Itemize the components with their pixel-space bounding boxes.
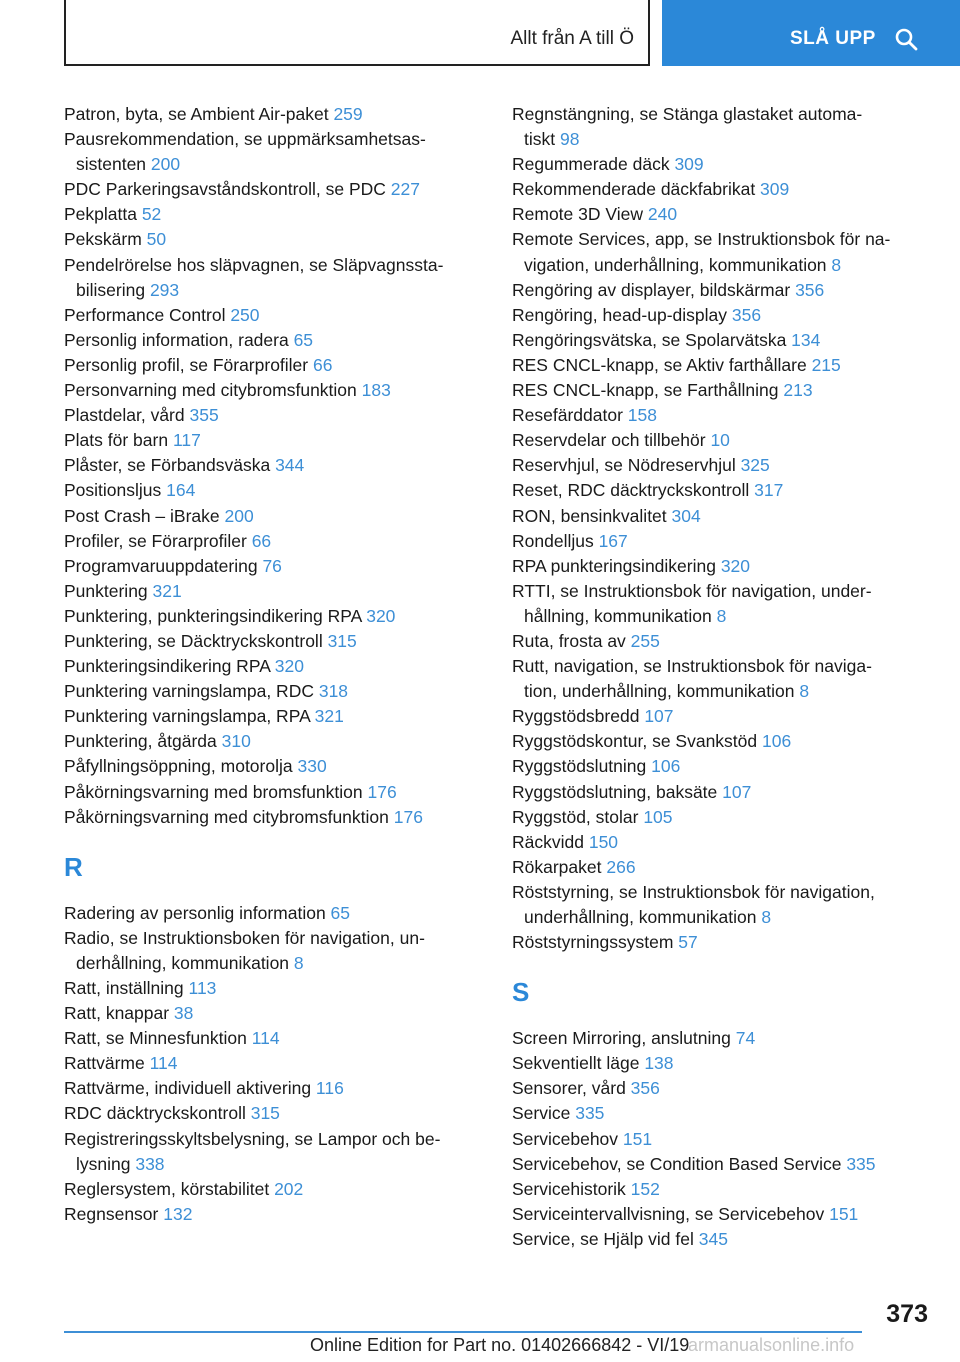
page-reference-link[interactable]: 65 <box>330 902 351 923</box>
page-reference-link[interactable]: 200 <box>150 154 181 175</box>
index-entry: Påkörningsvarning med bromsfunktion 176 <box>64 781 397 802</box>
lookup-button[interactable] <box>662 0 960 66</box>
index-entry: Service 335 <box>512 1103 605 1124</box>
index-entry: Rengöringsvätska, se Spolarvätska 134 <box>512 329 821 350</box>
index-entry: Personlig profil, se Förarprofiler 66 <box>64 354 333 375</box>
section-tab-label: Allt från A till Ö <box>510 28 634 49</box>
page-reference-link[interactable]: 344 <box>275 455 305 476</box>
page-reference-link[interactable]: 114 <box>149 1053 178 1074</box>
footer-watermark: armanualsonline.info <box>688 1335 855 1355</box>
index-entry: Ryggstödslutning 106 <box>512 756 681 777</box>
index-entry: Rutt, navigation, se Instruktionsbok för naviga- tion, underhållning, kommunikation 8 <box>512 656 872 702</box>
page-reference-link[interactable]: 132 <box>163 1203 193 1224</box>
page-reference-link[interactable]: 321 <box>152 580 182 601</box>
index-entry: Ryggstödskontur, se Svankstöd 106 <box>512 731 792 752</box>
index-entry: Registreringsskyltsbelysning, se Lampor och be- lysning 338 <box>64 1128 441 1174</box>
page-reference-link[interactable]: 8 <box>293 952 304 973</box>
index-entry: Ratt, inställning 113 <box>64 978 217 998</box>
page-reference-link[interactable]: 183 <box>361 380 391 401</box>
page-reference-link[interactable]: 345 <box>698 1228 728 1249</box>
page-reference-link[interactable]: 310 <box>221 731 251 752</box>
index-entry: Påkörningsvarning med citybromsfunktion 176 <box>64 806 423 827</box>
page-reference-link[interactable]: 117 <box>172 430 201 451</box>
footer-edition: Online Edition for Part no. 01402666842 - VI/19 <box>310 1335 690 1355</box>
index-entry: Räckvidd 150 <box>512 831 619 852</box>
page-reference-link[interactable]: 66 <box>312 354 333 375</box>
page-reference-link[interactable]: 335 <box>846 1153 876 1174</box>
index-entry: Punktering, punkteringsindikering RPA 320 <box>64 605 396 626</box>
index-entry: Sensorer, vård 356 <box>512 1078 660 1099</box>
index-entry: Serviceintervallvisning, se Servicebehov 151 <box>512 1203 859 1224</box>
page-reference-link[interactable]: 355 <box>189 405 219 426</box>
index-entry: Sekventiellt läge 138 <box>512 1053 674 1074</box>
page-reference-link[interactable]: 152 <box>630 1178 660 1199</box>
page-reference-link[interactable]: 315 <box>250 1103 280 1124</box>
page-reference-link[interactable]: 65 <box>293 329 314 350</box>
page-reference-link[interactable]: 134 <box>791 329 821 350</box>
index-entry: Service, se Hjälp vid fel 345 <box>512 1228 728 1249</box>
index-list-s <box>512 1026 932 1252</box>
page-reference-link[interactable]: 293 <box>149 279 180 300</box>
index-entry: Ruta, frosta av 255 <box>512 630 660 651</box>
page-reference-link[interactable]: 138 <box>644 1053 674 1074</box>
index-entry: Radio, se Instruktionsboken för navigation, un- derhållning, kommunikation 8 <box>64 927 425 973</box>
index-entry: Ratt, se Minnesfunktion 114 <box>64 1028 280 1049</box>
index-entry: Patron, byta, se Ambient Air-paket 259 <box>64 104 363 124</box>
index-entry: Punktering, åtgärda 310 <box>64 731 251 752</box>
index-entry: Profiler, se Förarprofiler 66 <box>64 530 272 551</box>
index-entry: Rekommenderade däckfabrikat 309 <box>512 179 790 200</box>
page-reference-link[interactable]: 315 <box>327 630 357 651</box>
page-reference-link[interactable]: 318 <box>318 681 349 702</box>
page-reference-link[interactable]: 320 <box>274 656 304 677</box>
index-entry: Rengöring av displayer, bildskärmar 356 <box>512 279 825 300</box>
index-entry: Pekskärm 50 <box>64 229 167 250</box>
index-entry: Ryggstöd, stolar 105 <box>512 806 673 827</box>
page-reference-link[interactable]: 213 <box>783 380 813 401</box>
page-reference-link[interactable]: 202 <box>274 1178 304 1199</box>
index-entry: Rengöring, head-up-display 356 <box>512 304 762 325</box>
page-reference-link[interactable]: 215 <box>811 354 841 375</box>
page-reference-link[interactable]: 167 <box>598 530 628 551</box>
page-reference-link[interactable]: 52 <box>141 204 162 225</box>
page-reference-link[interactable]: 158 <box>627 405 657 426</box>
page-reference-link[interactable]: 330 <box>297 756 327 777</box>
page-reference-link[interactable]: 255 <box>630 630 660 651</box>
page-reference-link[interactable]: 338 <box>135 1153 165 1174</box>
page-reference-link[interactable]: 200 <box>224 505 254 526</box>
page-reference-link[interactable]: 57 <box>678 932 698 953</box>
index-entry: Personlig information, radera 65 <box>64 329 314 350</box>
index-entry: Rondelljus 167 <box>512 530 628 551</box>
page-reference-link[interactable]: 107 <box>644 706 674 727</box>
index-entry: RTTI, se Instruktionsbok för navigation, under- hållning, kommunikation 8 <box>512 580 872 626</box>
index-entry: Resefärddator 158 <box>512 405 657 426</box>
index-entry: Servicehistorik 152 <box>512 1178 660 1199</box>
page-reference-link[interactable]: 38 <box>173 1003 194 1024</box>
lookup-button-label: SLÅ UPP <box>790 28 876 49</box>
page-reference-link[interactable]: 107 <box>722 781 752 802</box>
page-reference-link[interactable]: 240 <box>647 204 678 225</box>
index-entry: Röststyrning, se Instruktionsbok för navigation, underhållning, kommunikation 8 <box>512 881 875 927</box>
index-entry: RDC däcktryckskontroll 315 <box>64 1103 280 1124</box>
index-entry: Rattvärme, individuell aktivering 116 <box>64 1078 344 1099</box>
index-entry: Plats för barn 117 <box>64 430 201 451</box>
index-entry: Post Crash – iBrake 200 <box>64 505 254 526</box>
page-reference-link[interactable]: 113 <box>188 978 217 998</box>
page-reference-link[interactable]: 8 <box>799 681 810 702</box>
section-tab[interactable] <box>64 0 650 66</box>
index-entry: Punktering 321 <box>64 580 182 601</box>
index-entry: Röststyrningssystem 57 <box>512 932 698 953</box>
page-reference-link[interactable]: 8 <box>716 605 727 626</box>
index-entry: Plåster, se Förbandsväska 344 <box>64 455 305 476</box>
index-column-left <box>64 102 484 1227</box>
page-reference-link[interactable]: 356 <box>795 279 825 300</box>
index-entry: RON, bensinkvalitet 304 <box>512 505 701 526</box>
page-header <box>0 0 960 66</box>
index-entry: Reservdelar och tillbehör 10 <box>512 430 730 451</box>
index-entry: Reservhjul, se Nödreservhjul 325 <box>512 455 770 476</box>
page-reference-link[interactable]: 8 <box>761 907 772 927</box>
page-reference-link[interactable]: 106 <box>651 756 681 777</box>
index-entry: Plastdelar, vård 355 <box>64 405 219 426</box>
page-reference-link[interactable]: 151 <box>622 1128 653 1149</box>
page-reference-link[interactable]: 176 <box>367 781 397 802</box>
index-entry: Personvarning med citybromsfunktion 183 <box>64 380 391 401</box>
index-entry: RPA punkteringsindikering 320 <box>512 555 751 576</box>
index-entry: Punkteringsindikering RPA 320 <box>64 656 304 677</box>
letter-heading-s: S <box>512 977 530 1008</box>
index-entry: Screen Mirroring, anslutning 74 <box>512 1028 756 1049</box>
index-entry: Rattvärme 114 <box>64 1053 178 1074</box>
page-number: 373 <box>886 1300 928 1328</box>
index-entry: Ryggstödsbredd 107 <box>512 706 674 727</box>
index-entry: Punktering, se Däcktryckskontroll 315 <box>64 630 357 651</box>
index-entry: Remote Services, app, se Instruktionsbok för na- vigation, underhållning, kommunikation 8 <box>512 229 891 275</box>
index-entry: Remote 3D View 240 <box>512 204 678 225</box>
page-reference-link[interactable]: 105 <box>643 806 673 827</box>
page-reference-link[interactable]: 98 <box>559 129 580 150</box>
index-entry: RES CNCL-knapp, se Aktiv farthållare 215 <box>512 354 841 375</box>
page-reference-link[interactable]: 114 <box>251 1028 280 1049</box>
page-reference-link[interactable]: 8 <box>831 254 842 275</box>
search-icon <box>894 27 918 51</box>
index-column-right <box>512 102 932 1252</box>
index-entry: Regummerade däck 309 <box>512 154 704 175</box>
index-entry: Reglersystem, körstabilitet 202 <box>64 1178 304 1199</box>
page-reference-link[interactable]: 76 <box>262 555 282 576</box>
index-entry: Påfyllningsöppning, motorolja 330 <box>64 756 327 777</box>
page-reference-link[interactable]: 317 <box>754 480 784 501</box>
index-entry: Pendelrörelse hos släpvagnen, se Släpvagnssta- bilisering 293 <box>64 254 444 300</box>
page-reference-link[interactable]: 266 <box>606 856 636 877</box>
index-entry: Positionsljus 164 <box>64 480 196 501</box>
index-entry: Ryggstödslutning, baksäte 107 <box>512 781 752 802</box>
index-entry: Pausrekommendation, se uppmärksamhetsas- sistenten 200 <box>64 129 426 175</box>
page-reference-link[interactable]: 309 <box>674 154 704 175</box>
index-list-p <box>64 102 484 830</box>
page-reference-link[interactable]: 176 <box>393 806 423 827</box>
page-reference-link[interactable]: 227 <box>390 179 420 200</box>
index-entry: Radering av personlig information 65 <box>64 902 351 923</box>
page-reference-link[interactable]: 321 <box>314 706 344 727</box>
page-reference-link[interactable]: 325 <box>740 455 770 476</box>
letter-heading-r: R <box>64 851 83 882</box>
index-entry: Servicebehov, se Condition Based Service 335 <box>512 1153 876 1174</box>
index-entry: Servicebehov 151 <box>512 1128 653 1149</box>
index-list-r-continued <box>512 102 932 955</box>
index-entry: RES CNCL-knapp, se Farthållning 213 <box>512 380 813 401</box>
index-entry: Pekplatta 52 <box>64 204 162 225</box>
page-reference-link[interactable]: 320 <box>720 555 751 576</box>
index-list-r <box>64 901 484 1227</box>
page-reference-link[interactable]: 309 <box>760 179 790 200</box>
page-reference-link[interactable]: 335 <box>575 1103 605 1124</box>
page-reference-link[interactable]: 10 <box>710 430 730 451</box>
index-entry: Ratt, knappar 38 <box>64 1003 194 1024</box>
page-reference-link[interactable]: 50 <box>146 229 167 250</box>
page-reference-link[interactable]: 116 <box>315 1078 344 1099</box>
page-reference-link[interactable]: 304 <box>671 505 701 526</box>
page-reference-link[interactable]: 356 <box>731 304 762 325</box>
page-reference-link[interactable]: 150 <box>588 831 619 852</box>
index-entry: Performance Control 250 <box>64 304 260 325</box>
page-reference-link[interactable]: 66 <box>251 530 272 551</box>
index-entry: Programvaruuppdatering 76 <box>64 555 282 576</box>
page-reference-link[interactable]: 74 <box>735 1028 756 1049</box>
index-entry: PDC Parkeringsavståndskontroll, se PDC 227 <box>64 179 420 200</box>
page-reference-link[interactable]: 259 <box>333 104 363 124</box>
index-entry: Punktering varningslampa, RDC 318 <box>64 681 349 702</box>
index-entry: Punktering varningslampa, RPA 321 <box>64 706 344 727</box>
index-entry: Reset, RDC däcktryckskontroll 317 <box>512 480 784 501</box>
page-reference-link[interactable]: 250 <box>230 304 260 325</box>
index-entry: Regnsensor 132 <box>64 1203 193 1224</box>
page-reference-link[interactable]: 106 <box>762 731 792 752</box>
footer-divider <box>64 1331 862 1333</box>
page-reference-link[interactable]: 320 <box>366 605 396 626</box>
index-entry: Rökarpaket 266 <box>512 856 636 877</box>
page-reference-link[interactable]: 356 <box>630 1078 660 1099</box>
page-reference-link[interactable]: 164 <box>166 480 196 501</box>
page-reference-link[interactable]: 151 <box>829 1203 859 1224</box>
index-entry: Regnstängning, se Stänga glastaket automa- tiskt 98 <box>512 104 863 150</box>
